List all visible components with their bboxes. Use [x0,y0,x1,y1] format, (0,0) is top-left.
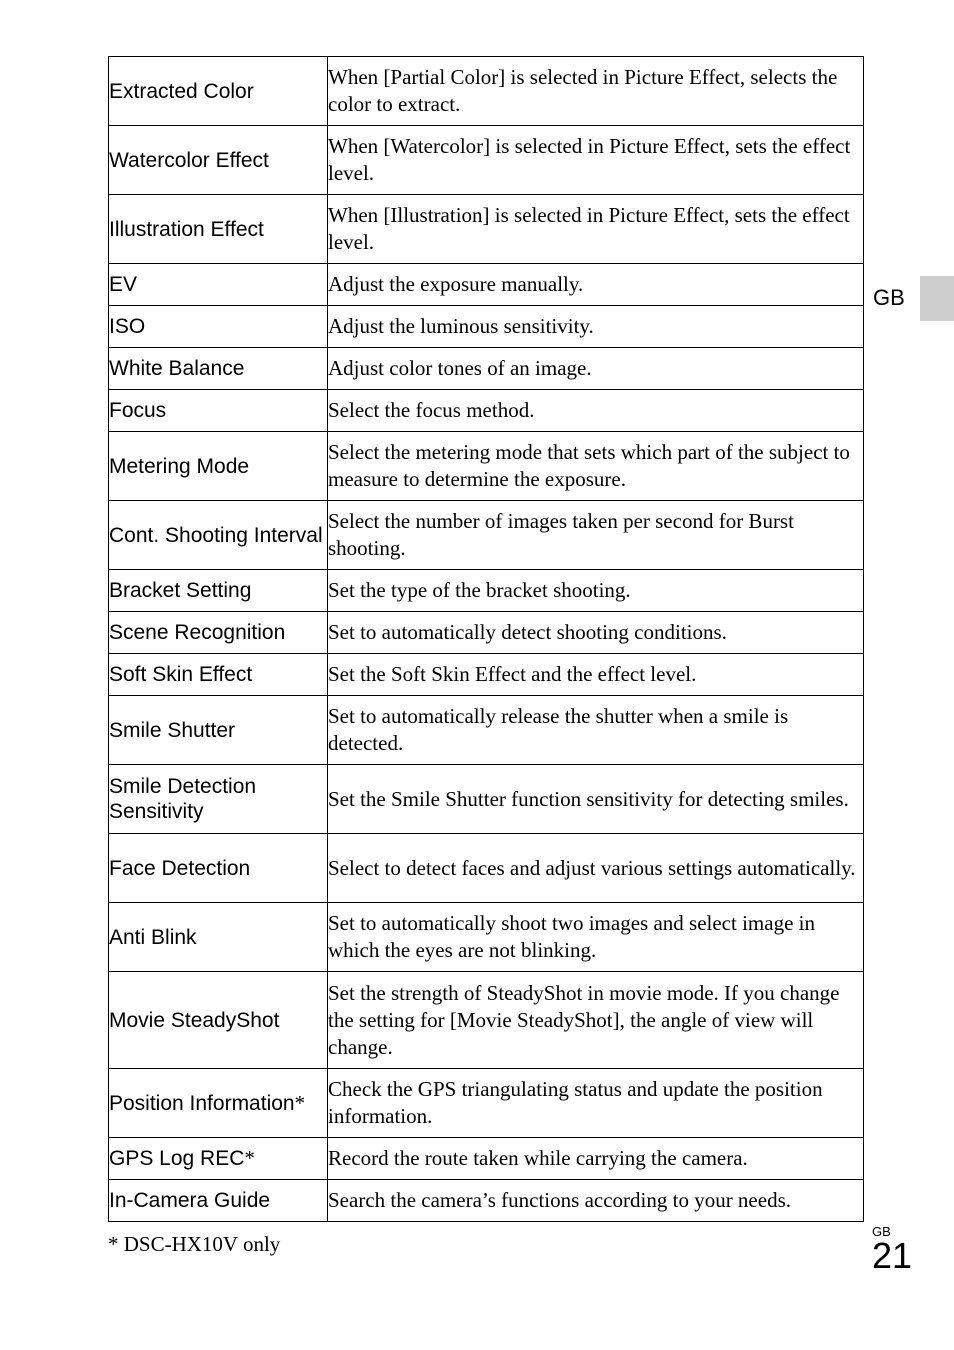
function-name-text: Movie SteadyShot [109,1008,280,1032]
function-description: When [Partial Color] is selected in Picture Effect, selects the color to extract. [328,57,864,126]
function-name-text: Smile Shutter [109,718,236,742]
page-region-label: GB [872,1224,891,1239]
function-name [109,696,328,765]
table-row [109,1069,864,1138]
function-name [109,834,328,903]
function-description: Search the camera’s functions according to your needs. [328,1180,864,1222]
table-row [109,972,864,1069]
table-row [109,696,864,765]
function-name-label: Position Information [109,1091,295,1115]
function-name [109,348,328,390]
function-description: Select to detect faces and adjust various settings automatically. [328,834,864,903]
table-row [109,348,864,390]
function-description: Adjust the luminous sensitivity. [328,306,864,348]
function-name-text: Soft Skin Effect [109,663,253,686]
function-description: Set to automatically detect shooting conditions. [328,612,864,654]
function-name [109,264,328,306]
function-name-text: Extracted Color [109,79,254,103]
function-name-text: Scene Recognition [109,621,286,644]
function-table-body [109,57,864,1222]
function-name [109,501,328,570]
function-name [109,1069,328,1138]
table-row [109,570,864,612]
asterisk-marker: * [244,1146,255,1170]
function-description: Select the focus method. [328,390,864,432]
function-description: Set the Smile Shutter function sensitivity for detecting smiles. [328,765,864,834]
function-description: Adjust color tones of an image. [328,348,864,390]
function-description: Set the type of the bracket shooting. [328,570,864,612]
function-name [109,306,328,348]
function-description: Adjust the exposure manually. [328,264,864,306]
table-row [109,306,864,348]
function-name-text: Face Detection [109,856,251,880]
function-name-text [109,1091,327,1116]
table-row [109,654,864,696]
table-row [109,1138,864,1180]
function-description: When [Illustration] is selected in Picture Effect, sets the effect level. [328,195,864,264]
function-name [109,972,328,1069]
function-name-text: Watercolor Effect [109,148,269,172]
table-row [109,126,864,195]
function-description: Set to automatically shoot two images and select image in which the eyes are not blinking. [328,903,864,972]
table-row [109,501,864,570]
footnote: * DSC-HX10V only [108,1232,281,1256]
function-name [109,654,328,696]
function-name-text: Cont. Shooting Interval [109,523,323,547]
table-row [109,432,864,501]
table-row [109,765,864,834]
table-row [109,1180,864,1222]
function-description: Record the route taken while carrying the camera. [328,1138,864,1180]
table-row [109,390,864,432]
side-tab-label: GB [873,285,905,310]
function-name [109,903,328,972]
function-name [109,1138,328,1180]
function-table [108,56,864,1222]
table-row [109,903,864,972]
side-tab-marker [920,276,954,321]
asterisk-marker: * [294,1090,306,1115]
table-row [109,612,864,654]
function-description: Set to automatically release the shutter when a smile is detected. [328,696,864,765]
function-description: Set the Soft Skin Effect and the effect level. [328,654,864,696]
function-name-text [109,1146,327,1171]
function-name-text: ISO [109,315,146,338]
function-description: Select the metering mode that sets which part of the subject to measure to determine the exposure. [328,432,864,501]
function-name-text: In-Camera Guide [109,1189,271,1212]
function-name [109,765,328,834]
function-description: When [Watercolor] is selected in Picture Effect, sets the effect level. [328,126,864,195]
function-name [109,570,328,612]
function-name-label: GPS Log REC [109,1147,245,1170]
function-name-text: Focus [109,399,167,422]
function-description: Set the strength of SteadyShot in movie mode. If you change the setting for [Movie SteadyShot], the angle of view will change. [328,972,864,1069]
function-name [109,1180,328,1222]
function-name-text: Illustration Effect [109,217,264,241]
function-description: Select the number of images taken per second for Burst shooting. [328,501,864,570]
table-row [109,57,864,126]
page-number: 21 [872,1235,913,1276]
table-row [109,195,864,264]
function-name-text: Metering Mode [109,454,250,478]
function-name [109,57,328,126]
function-name-text: White Balance [109,357,245,380]
table-row [109,834,864,903]
function-name-text: Smile Detection Sensitivity [109,775,257,823]
function-description: Check the GPS triangulating status and update the position information. [328,1069,864,1138]
table-row [109,264,864,306]
function-name [109,612,328,654]
function-name-text: Anti Blink [109,925,197,949]
function-name-text: Bracket Setting [109,579,252,602]
function-name-text: EV [109,273,138,296]
function-name [109,126,328,195]
function-name [109,195,328,264]
function-name [109,390,328,432]
function-name [109,432,328,501]
